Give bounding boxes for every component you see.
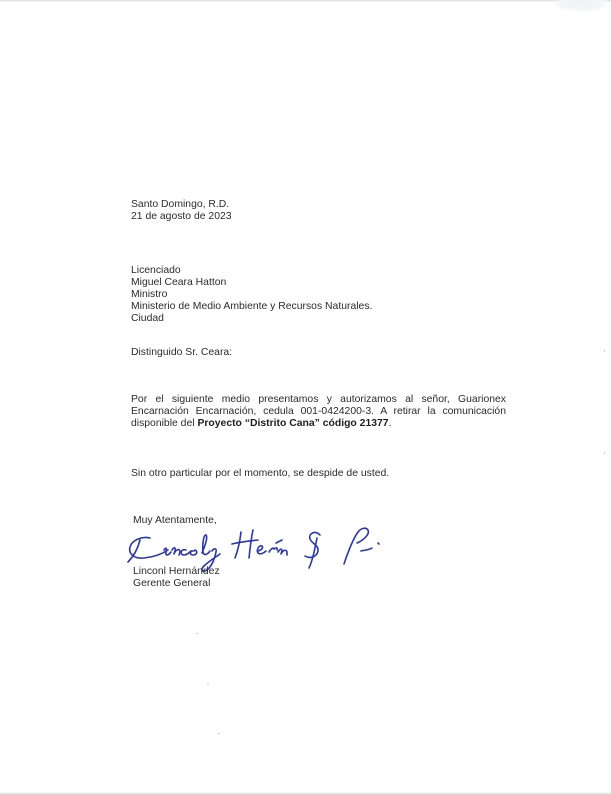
scan-speck: [207, 684, 209, 685]
date-block: [131, 199, 232, 223]
scan-speck: [218, 733, 220, 734]
signer-block: [133, 566, 220, 590]
scan-speck: [196, 633, 198, 634]
closing-line: Sin otro particular por el momento, se despide de usted.: [131, 468, 390, 479]
scan-corner-mark: [553, 0, 609, 12]
recipient-title: Licenciado: [131, 265, 181, 276]
signer-name: Linconl Hernández: [133, 566, 220, 577]
recipient-name: Miguel Ceara Hatton: [131, 277, 227, 288]
scan-speck: [604, 452, 605, 454]
salutation: Distinguido Sr. Ceara:: [131, 347, 233, 358]
scan-speck: [604, 350, 605, 352]
farewell: Muy Atentamente,: [133, 515, 217, 526]
letter-city: Santo Domingo, R.D.: [131, 199, 230, 210]
letter-date: 21 de agosto de 2023: [131, 211, 232, 222]
recipient-city: Ciudad: [131, 313, 164, 324]
recipient-block: [131, 265, 372, 325]
body-paragraph: [131, 394, 506, 430]
scan-edge-top: [0, 0, 611, 2]
body-text: Por el siguiente medio presentamos y autorizamos al señor, Guarionex Encarnación Encarnación, cedula 001-0424200-3. A retirar la comunicación disponible del: [131, 394, 506, 429]
project-reference: Proyecto “Distrito Cana” código 21377: [197, 418, 389, 429]
body-period: .: [388, 418, 392, 429]
recipient-institution: Ministerio de Medio Ambiente y Recursos Naturales.: [131, 301, 373, 312]
recipient-position: Ministro: [131, 289, 168, 300]
signer-title: Gerente General: [133, 578, 211, 589]
